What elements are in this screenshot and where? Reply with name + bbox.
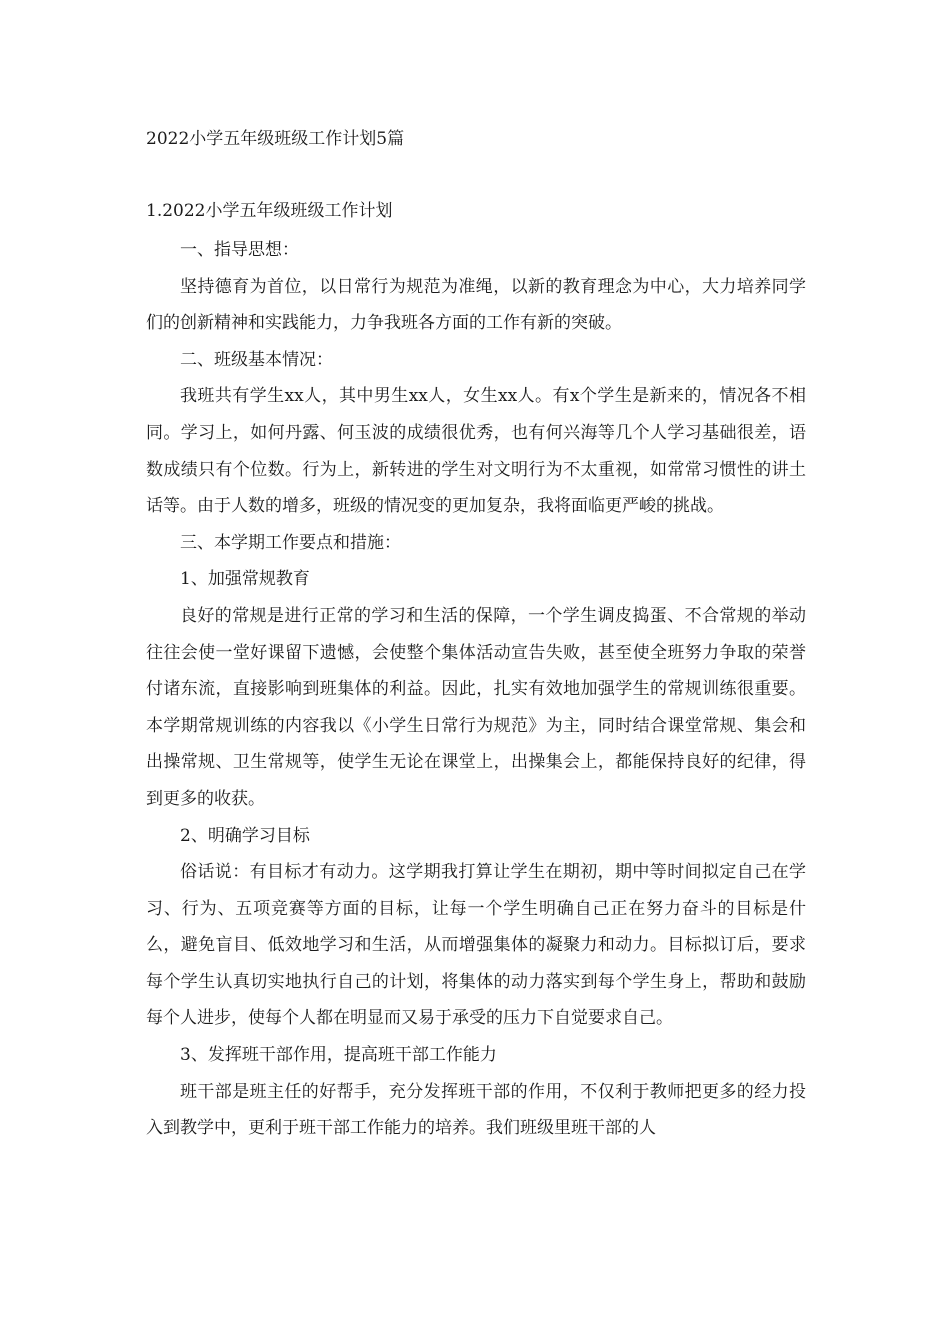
paragraph-learning-goals: 俗话说：有目标才有动力。这学期我打算让学生在期初，期中等时间拟定自己在学习、行为、五项竞赛等方面的目标，让每一个学生明确自己正在努力奋斗的目标是什么，避免盲目、低效地学习和生活，从而增强集体的凝聚力和动力。目标拟订后，要求每个学生认真切实地执行自己的计划，将集体的动力落实到每个学生身上，帮助和鼓励每个人进步，使每个人都在明显而又易于承受的压力下自觉要求自己。 <box>146 862 806 1029</box>
subheading-routine-education: 1、加强常规教育 <box>180 569 310 590</box>
subheading-class-cadres: 3、发挥班干部作用，提高班干部工作能力 <box>180 1045 497 1066</box>
paragraph-routine-education: 良好的常规是进行正常的学习和生活的保障，一个学生调皮捣蛋、不合常规的举动往往会使一堂好课留下遗憾，会使整个集体活动宣告失败，甚至使全班努力争取的荣誉付诸东流，直接影响到班集体的利益。因此，扎实有效地加强学生的常规训练很重要。本学期常规训练的内容我以《小学生日常行为规范》为主，同时结合课堂常规、集会和出操常规、卫生常规等，使学生无论在课堂上，出操集会上，都能保持良好的纪律，得到更多的收获。 <box>146 605 806 809</box>
document-title: 2022小学五年级班级工作计划5篇 <box>146 129 405 149</box>
heading-guiding-ideology: 一、指导思想： <box>180 240 299 260</box>
heading-class-situation: 二、班级基本情况： <box>180 349 333 370</box>
paragraph-class-situation: 我班共有学生xx人，其中男生xx人，女生xx人。有x个学生是新来的，情况各不相同。学习上，如何丹露、何玉波的成绩很优秀，也有何兴海等几个人学习基础很差，语数成绩只有个位数。行为上，新转进的学生对文明行为不太重视，如常常习惯性的讲土话等。由于人数的增多，班级的情况变的更加复杂，我将面临更严峻的挑战。 <box>146 386 806 517</box>
paragraph-guiding-ideology: 坚持德育为首位，以日常行为规范为准绳，以新的教育理念为中心，大力培养同学们的创新精神和实践能力，力争我班各方面的工作有新的突破。 <box>146 276 806 334</box>
section-title: 1.2022小学五年级班级工作计划 <box>146 201 393 221</box>
subheading-learning-goals: 2、明确学习目标 <box>180 825 310 846</box>
document-body <box>146 198 806 1147</box>
heading-work-points: 三、本学期工作要点和措施： <box>180 532 401 553</box>
paragraph-class-cadres: 班干部是班主任的好帮手，充分发挥班干部的作用，不仅利于教师把更多的经力投入到教学中，更利于班干部工作能力的培养。我们班级里班干部的人 <box>146 1081 806 1139</box>
